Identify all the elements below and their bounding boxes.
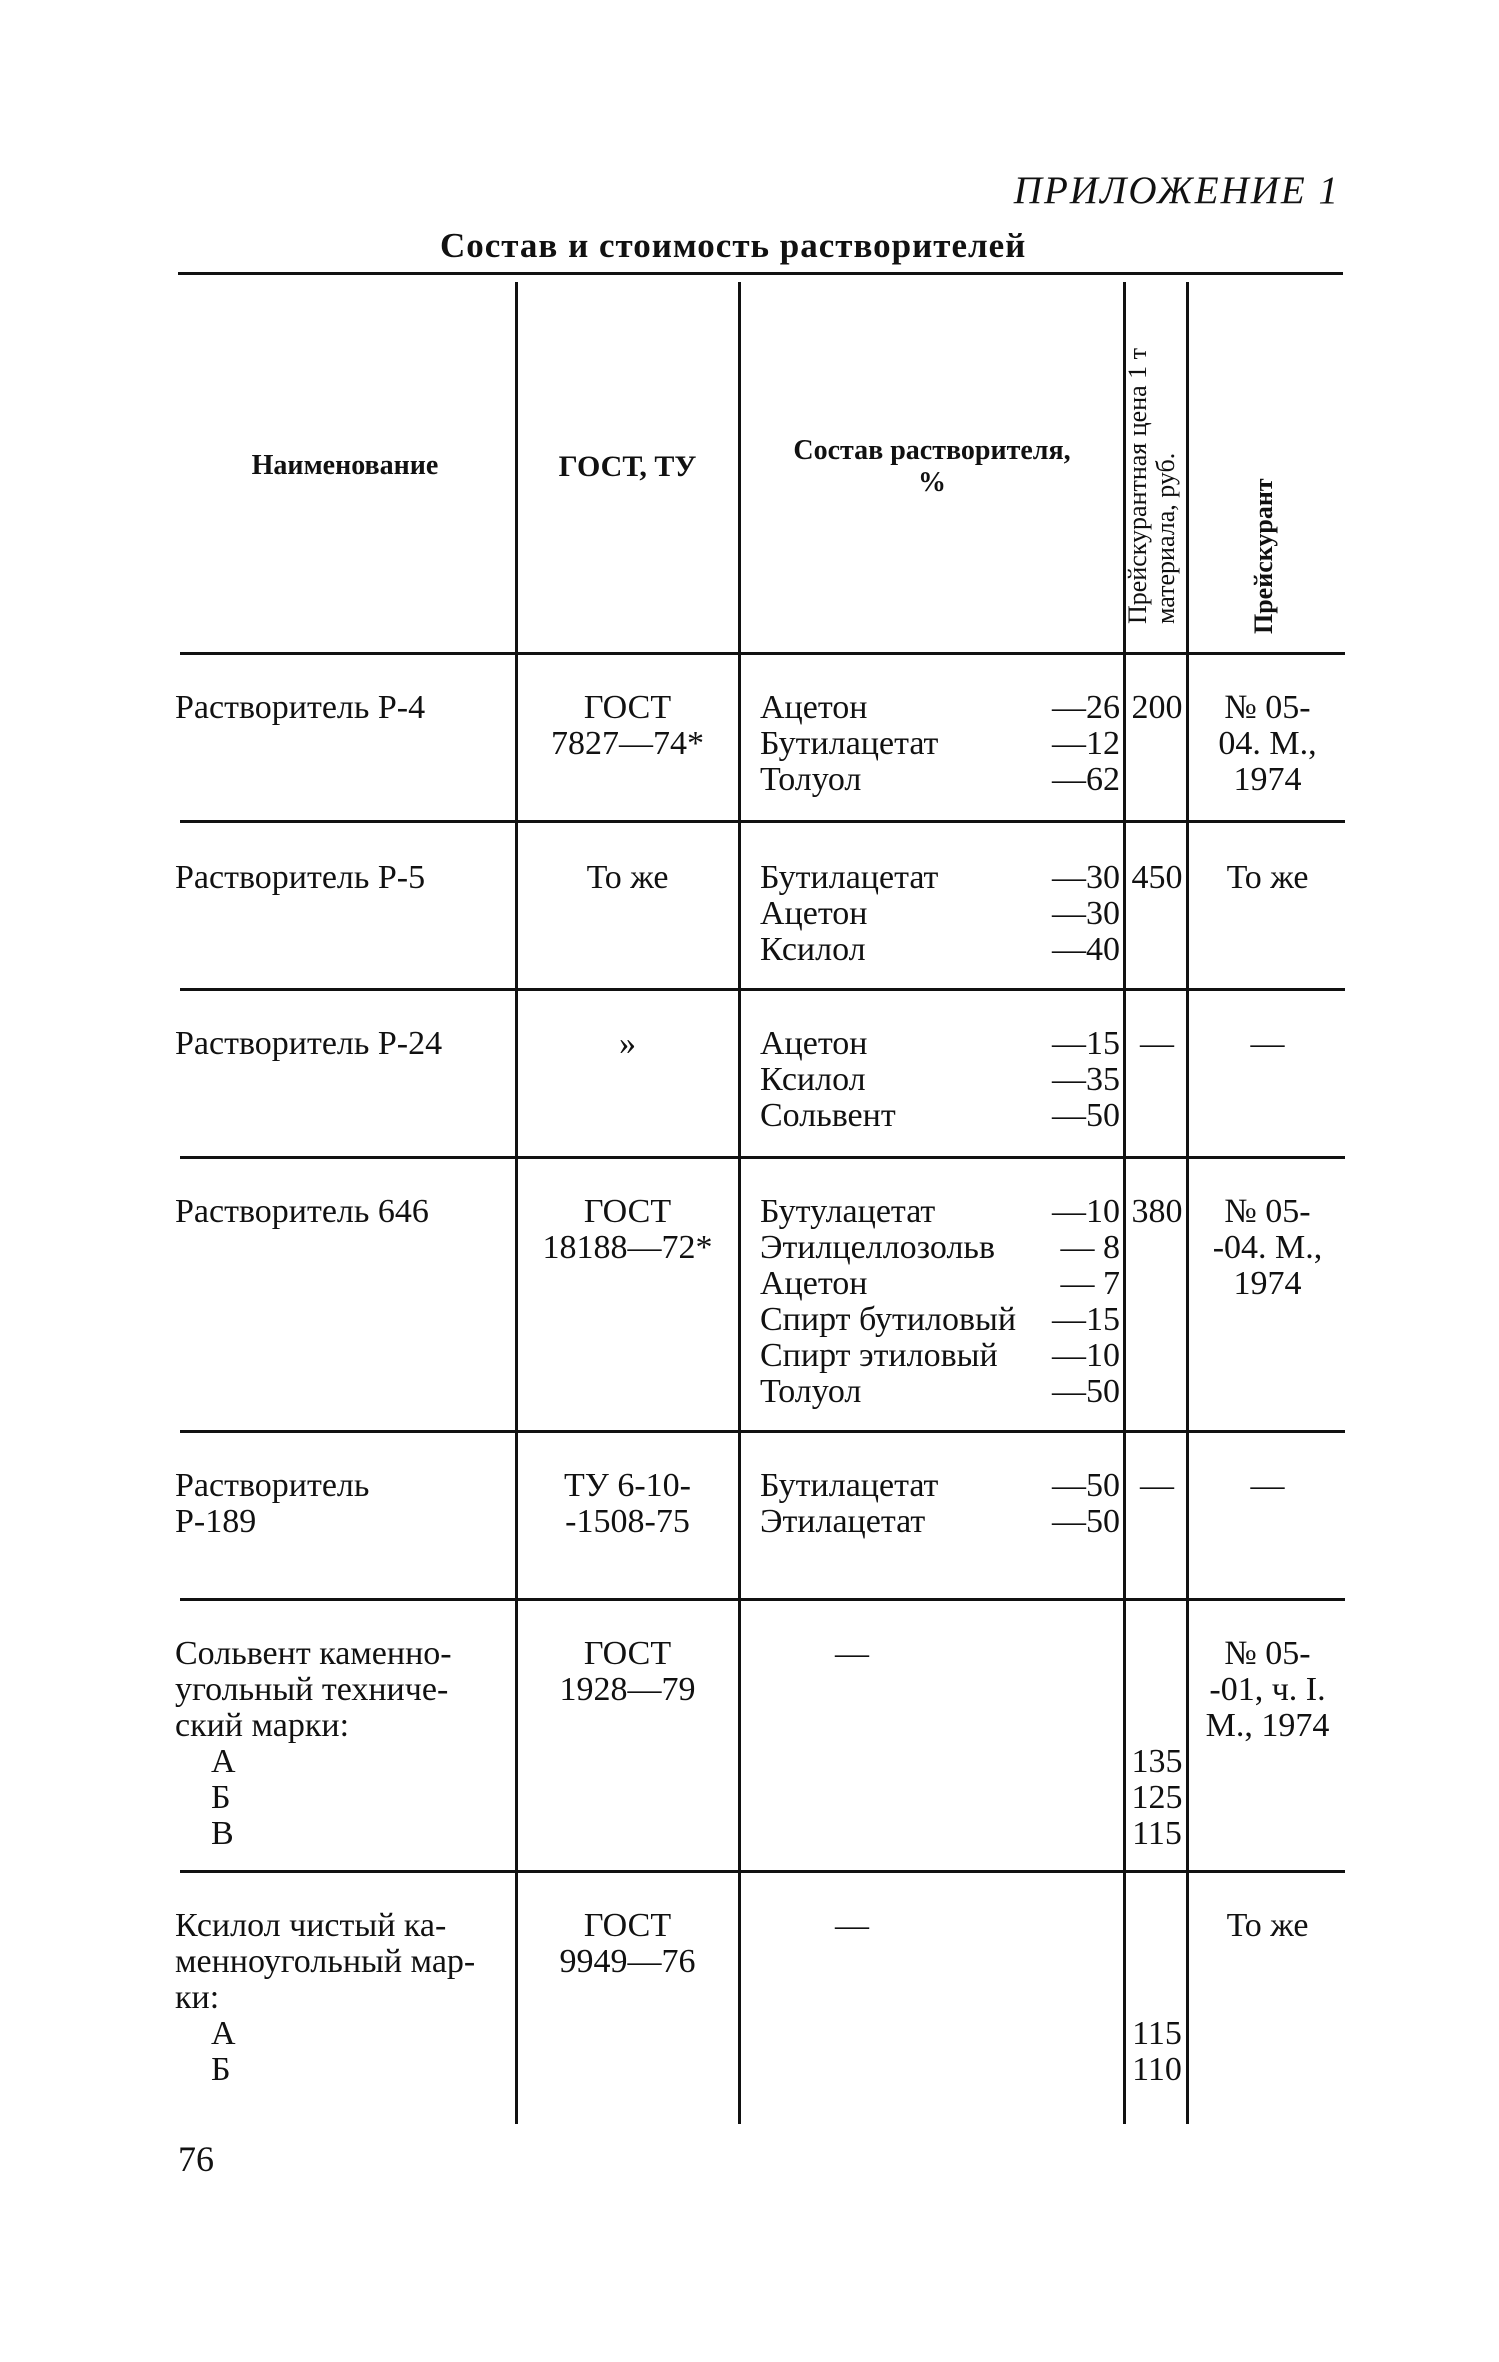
- row-gost: ГОСТ 18188—72*: [542, 1193, 713, 1266]
- row-rule: [180, 1598, 1345, 1601]
- column-rule: [515, 282, 518, 2124]
- row-price: —: [1140, 1467, 1174, 1504]
- row-composition: —: [835, 1907, 869, 1944]
- row-price: 380: [1131, 1193, 1183, 1230]
- row-pricelist: № 05- -04. М., 1974: [1212, 1193, 1323, 1302]
- row-rule: [180, 652, 1345, 655]
- page-number: 76: [178, 2139, 214, 2179]
- row-pricelist: То же: [1226, 859, 1309, 896]
- header-price-line2: материала, руб.: [1151, 452, 1180, 624]
- table-top-rule: [178, 272, 1343, 275]
- row-pricelist: —: [1250, 1467, 1285, 1504]
- row-composition: Ацетон —26 Бутилацетат —12 Толуол —62: [760, 689, 1120, 798]
- row-gost: ГОСТ 9949—76: [559, 1907, 696, 1980]
- row-name: Растворитель Р-24: [175, 1025, 443, 1062]
- header-price: [1124, 348, 1180, 624]
- row-price: 135 125 115: [1131, 1743, 1183, 1852]
- row-gost: ГОСТ 1928—79: [559, 1635, 696, 1708]
- row-price: 450: [1131, 859, 1183, 896]
- header-composition-line2: %: [918, 467, 946, 498]
- row-name: Сольвент каменно- угольный техниче- ский марки: А Б В: [175, 1635, 452, 1852]
- row-name: Растворитель Р-4: [175, 689, 426, 726]
- header-composition: [742, 435, 1122, 499]
- row-pricelist: № 05- -01, ч. I. М., 1974: [1205, 1635, 1330, 1744]
- row-price: 115 110: [1132, 2015, 1182, 2088]
- row-rule: [180, 1156, 1345, 1159]
- appendix-label: ПРИЛОЖЕНИЕ 1: [1013, 169, 1340, 212]
- header-gost: ГОСТ, ТУ: [558, 450, 697, 483]
- row-composition: —: [835, 1635, 869, 1672]
- page-title: Состав и стоимость растворителей: [440, 226, 1027, 265]
- header-composition-line1: Состав растворителя,: [793, 435, 1071, 466]
- row-rule: [180, 820, 1345, 823]
- row-pricelist: № 05- 04. М., 1974: [1218, 689, 1317, 798]
- row-price: 200: [1131, 689, 1183, 726]
- row-name: Ксилол чистый ка- менноугольный мар- ки: А Б: [175, 1907, 476, 2088]
- row-name: Растворитель Р-189: [175, 1467, 370, 1540]
- row-rule: [180, 988, 1345, 991]
- row-rule: [180, 1870, 1345, 1873]
- header-pricelist: Прейскурант: [1249, 478, 1278, 634]
- row-composition: Ацетон —15 Ксилол —35 Сольвент —50: [760, 1025, 1120, 1134]
- row-name: Растворитель 646: [175, 1193, 429, 1230]
- row-composition: Бутилацетат —30 Ацетон —30 Ксилол —40: [760, 859, 1120, 968]
- row-composition: Бутулацетат —10 Этилцеллозольв — 8 Ацетон — 7 Спирт бутиловый —15 Спирт этиловый —10 Толуол —50: [760, 1193, 1120, 1410]
- row-price: —: [1140, 1025, 1174, 1062]
- row-name: Растворитель Р-5: [175, 859, 426, 896]
- row-pricelist: —: [1250, 1025, 1285, 1062]
- row-gost: ГОСТ 7827—74*: [551, 689, 704, 762]
- row-rule: [180, 1430, 1345, 1433]
- column-rule: [738, 282, 741, 2124]
- row-gost: То же: [586, 859, 669, 896]
- row-gost: »: [619, 1025, 636, 1062]
- row-composition: Бутилацетат —50 Этилацетат —50: [760, 1467, 1120, 1540]
- row-pricelist: То же: [1226, 1907, 1309, 1944]
- header-price-line1: Прейскурантная цена 1 т: [1123, 347, 1152, 624]
- header-name: Наименование: [251, 450, 439, 481]
- row-gost: ТУ 6-10- -1508-75: [564, 1467, 691, 1540]
